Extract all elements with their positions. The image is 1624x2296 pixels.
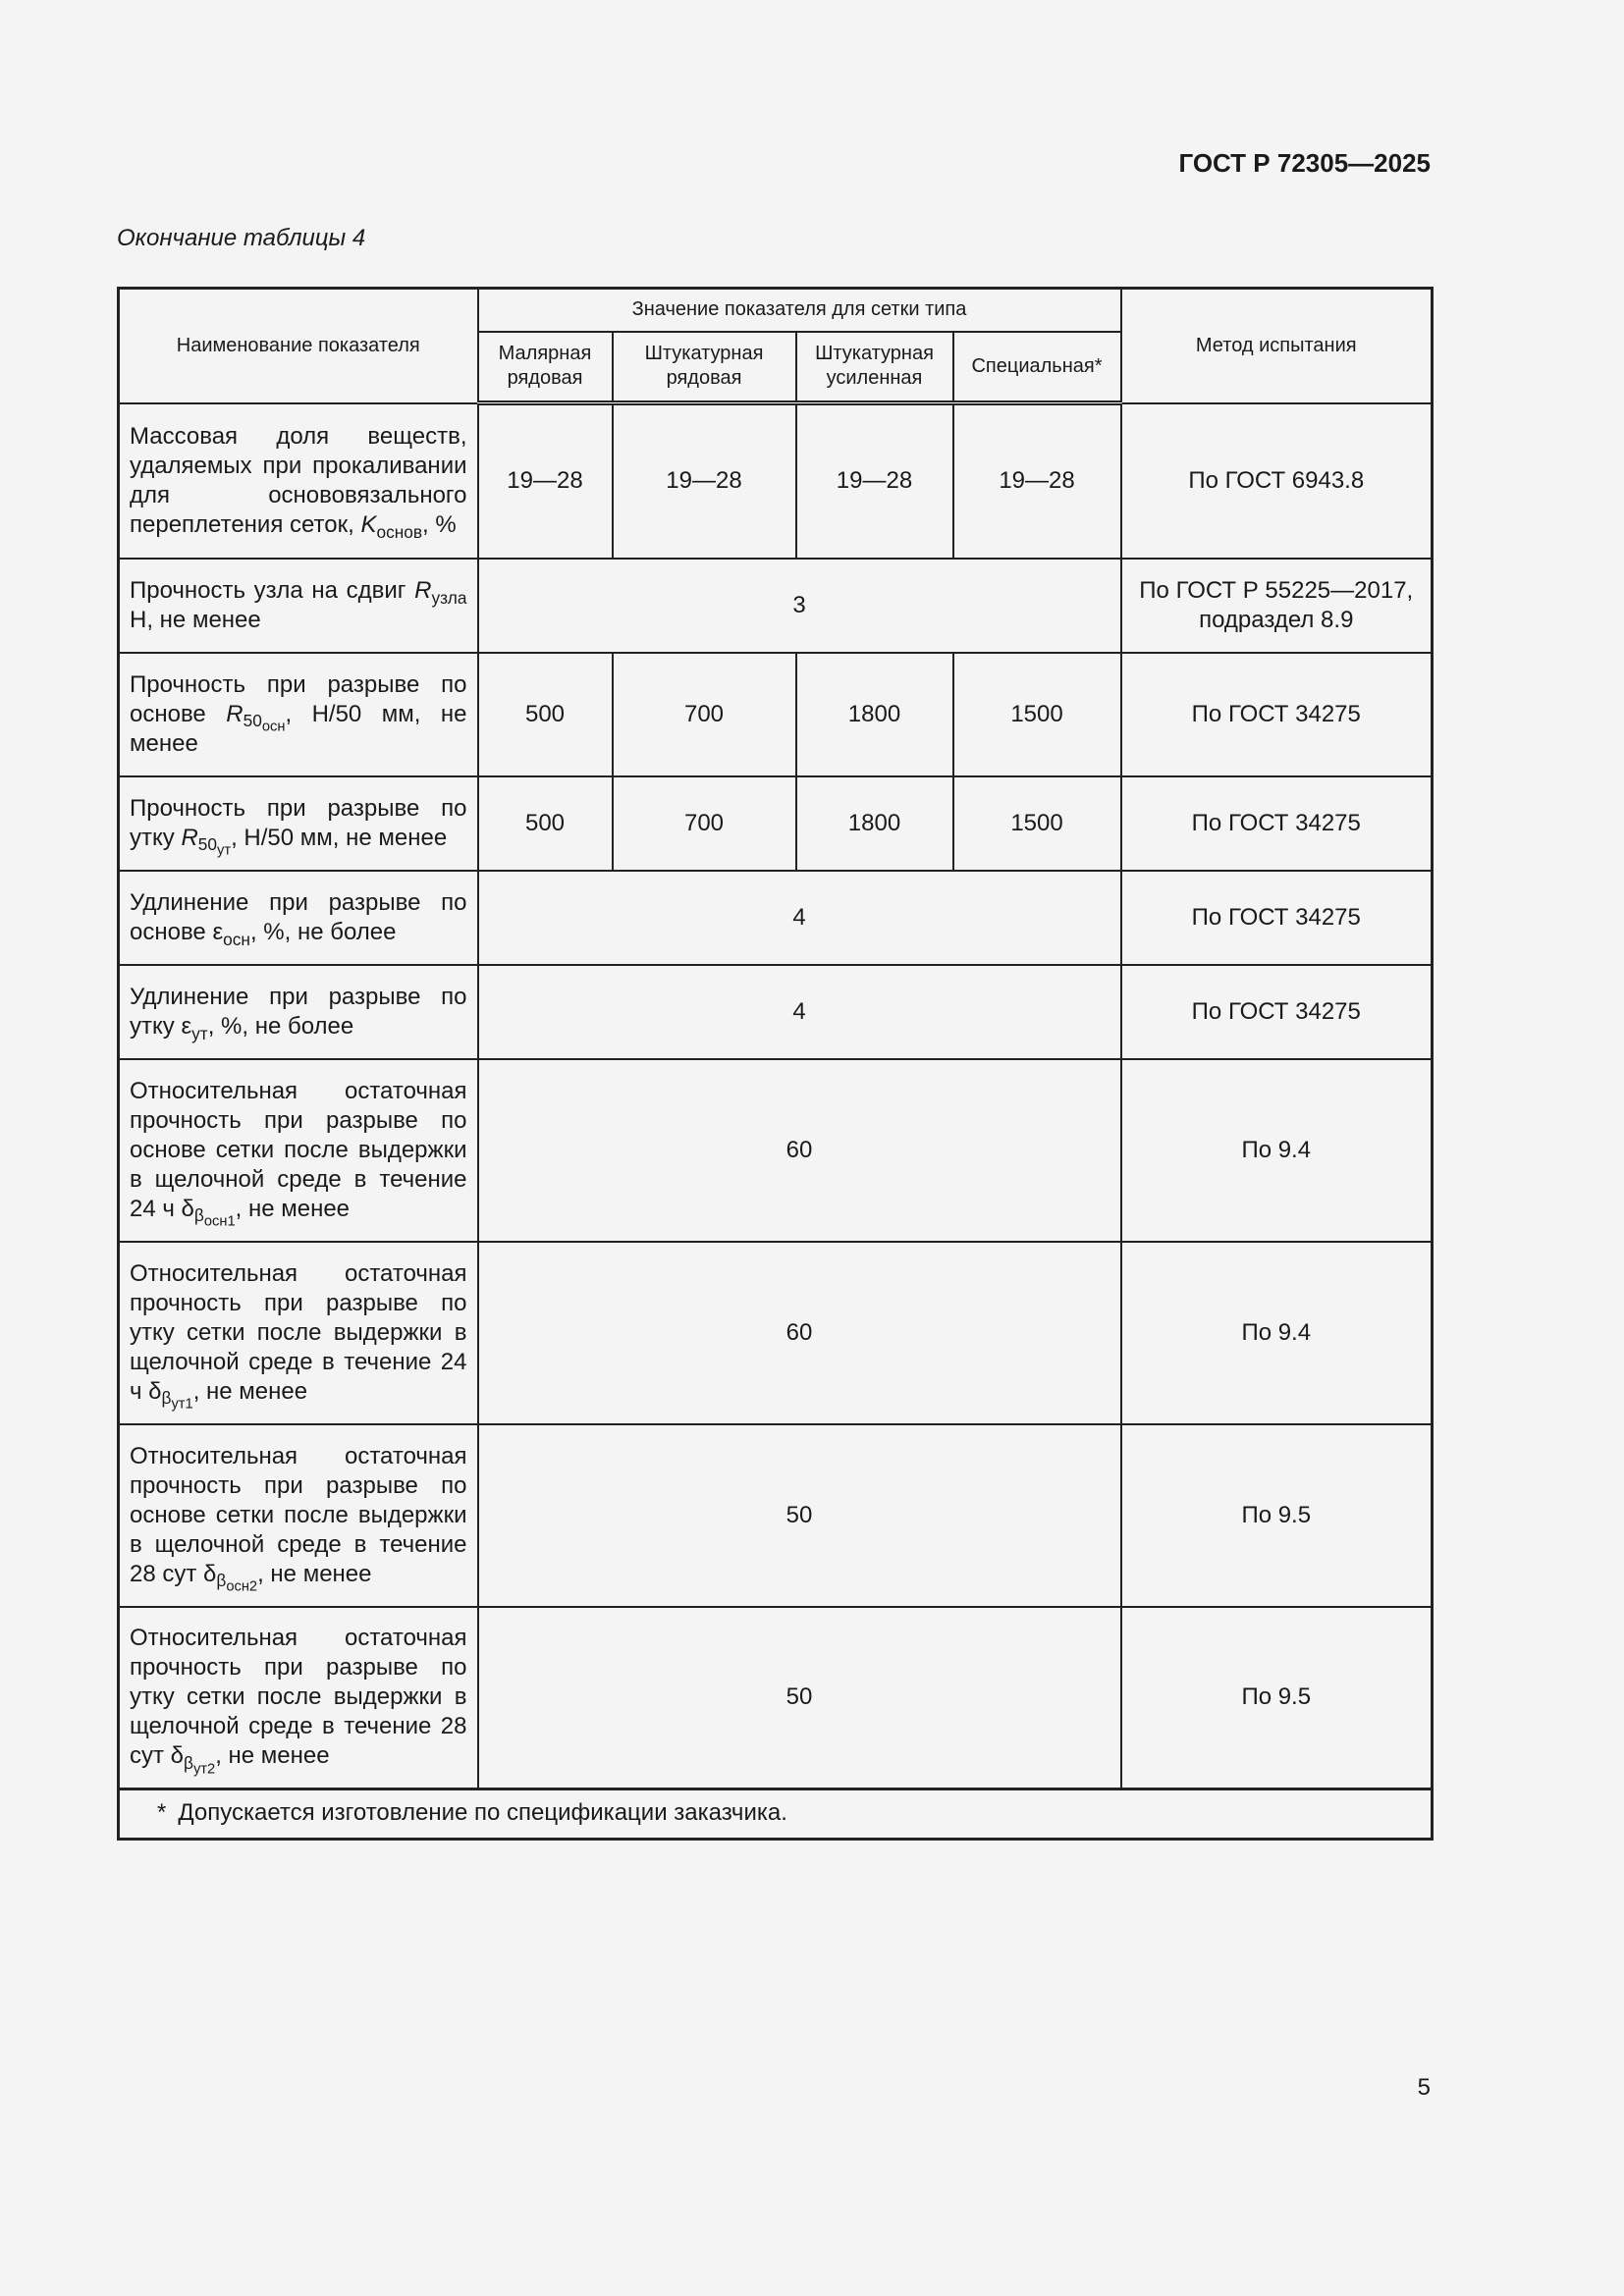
header-method: Метод испытания — [1121, 289, 1433, 403]
param-text: Массовая доля веществ, удаляемых при прокаливании для основовязального переплетения сеток, — [130, 422, 467, 538]
parameter-cell — [119, 1424, 478, 1607]
parameter-cell — [119, 403, 478, 559]
table-row — [119, 776, 1433, 871]
value-cell: 19—28 — [796, 403, 953, 559]
param-subscript: 50осн — [243, 711, 286, 735]
param-symbol: δ — [170, 1742, 185, 1770]
table-row — [119, 403, 1433, 559]
param-text-tail: , % — [422, 510, 457, 538]
param-symbol: ε — [212, 918, 224, 945]
param-text-tail: , Н/50 мм, не менее — [231, 824, 448, 851]
header-type-special: Специальная* — [953, 332, 1121, 403]
method-cell: По 9.5 — [1121, 1424, 1433, 1607]
param-subscript: βосн1 — [193, 1205, 236, 1230]
param-text: Удлинение при разрыве по утку — [130, 983, 467, 1040]
table-row — [119, 871, 1433, 965]
value-cell: 19—28 — [478, 403, 613, 559]
merged-value-cell: 60 — [478, 1242, 1121, 1424]
method-cell: По ГОСТ 34275 — [1121, 965, 1433, 1059]
param-subscript: βут2 — [184, 1753, 216, 1778]
parameter-cell — [119, 653, 478, 776]
table-row — [119, 653, 1433, 776]
param-subscript: ут — [191, 1023, 208, 1043]
parameter-cell — [119, 1607, 478, 1789]
merged-value-cell: 4 — [478, 871, 1121, 965]
subsub: ут1 — [171, 1396, 193, 1413]
param-text-tail: , %, не более — [249, 918, 397, 945]
param-text-tail: , не менее — [235, 1195, 351, 1222]
subsub: осн2 — [226, 1578, 258, 1595]
param-symbol: R — [181, 824, 198, 851]
param-subscript: основ — [376, 521, 423, 542]
param-text-tail: , %, не более — [207, 1012, 354, 1040]
method-cell: По ГОСТ 34275 — [1121, 871, 1433, 965]
param-text: Прочность при разрыве по утку — [130, 794, 467, 851]
param-text-tail: , не менее — [192, 1377, 308, 1405]
merged-value-cell: 60 — [478, 1059, 1121, 1242]
param-text: Прочность при разрыве по основе — [130, 670, 467, 727]
properties-table — [117, 287, 1434, 1841]
parameter-cell — [119, 1242, 478, 1424]
subsub: осн1 — [203, 1213, 236, 1230]
header-type-plaster-reinforced: Штукатурная усиленная — [796, 332, 953, 403]
parameter-cell — [119, 965, 478, 1059]
value-cell: 1500 — [953, 776, 1121, 871]
method-cell: По ГОСТ Р 55225—2017, подраздел 8.9 — [1121, 559, 1433, 653]
header-value-group: Значение показателя для сетки типа — [478, 289, 1121, 332]
table-row — [119, 1242, 1433, 1424]
method-cell: По ГОСТ 34275 — [1121, 776, 1433, 871]
footnote-mark: * — [157, 1799, 167, 1826]
table-row — [119, 1607, 1433, 1789]
value-cell: 500 — [478, 776, 613, 871]
merged-value-cell: 3 — [478, 559, 1121, 653]
param-symbol: δ — [181, 1195, 194, 1222]
param-symbol: δ — [148, 1377, 162, 1405]
param-text: Относительная остаточная прочность при разрыве по основе сетки после выдержки в щелочной среде в течение 28 сут — [130, 1442, 467, 1587]
parameter-cell — [119, 559, 478, 653]
value-cell: 19—28 — [953, 403, 1121, 559]
param-text-tail: Н, не менее — [130, 606, 261, 633]
method-cell: По 9.5 — [1121, 1607, 1433, 1789]
value-cell: 500 — [478, 653, 613, 776]
subsub: осн — [261, 719, 286, 735]
method-cell: По 9.4 — [1121, 1242, 1433, 1424]
page-number: 5 — [1417, 2074, 1431, 2101]
param-text-tail: , не менее — [215, 1742, 330, 1770]
param-symbol: δ — [203, 1560, 217, 1587]
value-cell: 1800 — [796, 776, 953, 871]
param-subscript: βут1 — [161, 1388, 193, 1413]
table-row — [119, 1059, 1433, 1242]
value-cell: 1500 — [953, 653, 1121, 776]
param-symbol: R — [414, 576, 432, 604]
param-text: Удлинение при разрыве по основе — [130, 888, 467, 945]
merged-value-cell: 50 — [478, 1607, 1121, 1789]
table-footnote — [119, 1789, 1433, 1840]
table-body — [119, 403, 1433, 1789]
param-subscript: узла — [431, 587, 467, 608]
method-cell: По 9.4 — [1121, 1059, 1433, 1242]
parameter-cell — [119, 1059, 478, 1242]
value-cell: 19—28 — [613, 403, 796, 559]
table-row — [119, 1424, 1433, 1607]
param-symbol: K — [360, 510, 377, 538]
param-text: Относительная остаточная прочность при разрыве по утку сетки после выдержки в щелочной среде в течение 24 ч — [130, 1259, 467, 1405]
param-subscript: осн — [223, 929, 250, 949]
method-cell: По ГОСТ 34275 — [1121, 653, 1433, 776]
method-cell: По ГОСТ 6943.8 — [1121, 403, 1433, 559]
merged-value-cell: 50 — [478, 1424, 1121, 1607]
header-parameter: Наименование показателя — [119, 289, 478, 403]
param-subscript: 50ут — [197, 834, 232, 859]
value-cell: 700 — [613, 776, 796, 871]
table-caption: Окончание таблицы 4 — [117, 225, 366, 251]
subsub: ут2 — [192, 1761, 216, 1778]
merged-value-cell: 4 — [478, 965, 1121, 1059]
table-row — [119, 965, 1433, 1059]
subsub: ут — [217, 842, 232, 859]
param-symbol: R — [226, 700, 244, 727]
value-cell: 1800 — [796, 653, 953, 776]
param-symbol: ε — [181, 1012, 192, 1040]
parameter-cell — [119, 776, 478, 871]
param-text: Прочность узла на сдвиг — [130, 576, 415, 604]
footnote-text: Допускается изготовление по спецификации заказчика. — [178, 1799, 787, 1826]
param-text: Относительная остаточная прочность при разрыве по основе сетки после выдержки в щелочной среде в течение 24 ч — [130, 1077, 467, 1222]
header-type-plaster: Штукатурная рядовая — [613, 332, 796, 403]
param-text-tail: , Н/50 мм, не менее — [130, 700, 467, 757]
parameter-cell — [119, 871, 478, 965]
value-cell: 700 — [613, 653, 796, 776]
param-text-tail: , не менее — [257, 1560, 372, 1587]
param-text: Относительная остаточная прочность при разрыве по утку сетки после выдержки в щелочной среде в течение 28 сут — [130, 1625, 467, 1770]
table-row — [119, 559, 1433, 653]
document-code: ГОСТ Р 72305—2025 — [1178, 148, 1431, 178]
param-subscript: βосн2 — [216, 1571, 258, 1595]
header-type-paint: Малярная рядовая — [478, 332, 613, 403]
